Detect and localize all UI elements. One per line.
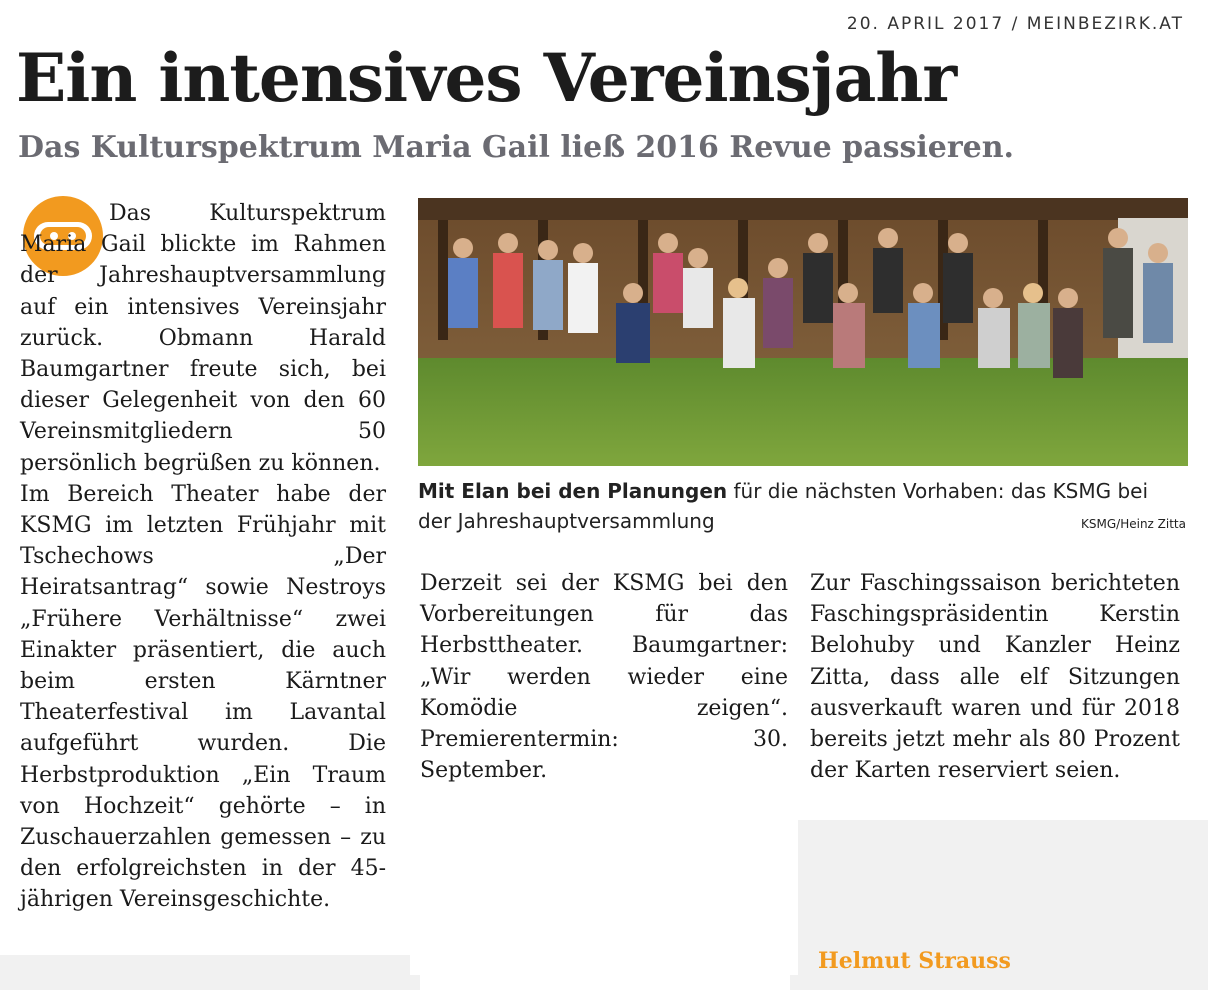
photo-caption — [418, 476, 1186, 536]
author-byline: Helmut Strauss — [818, 948, 1011, 974]
group-photo — [418, 198, 1188, 466]
subheadline: Das Kulturspektrum Maria Gail ließ 2016 Revue passieren. — [18, 130, 1014, 165]
fasching-paragraph: Zur Faschingssaison berichteten Faschingspräsidentin Kerstin Belohuby und Kanzler Heinz Zitta, dass alle elf Sitzungen ausverkauft waren und für 2018 bereits jetzt mehr als 80 Prozent der Karten reserviert seien. — [810, 571, 1180, 784]
herbsttheater-paragraph: Derzeit sei der KSMG bei den Vorbereitungen für das Herbsttheater. Baumgartner: „Wir werden wieder eine Komödie zeigen“. Premierentermin: 30. September. — [420, 571, 788, 784]
paper-shade — [0, 955, 420, 990]
article-column-3 — [810, 568, 1180, 786]
blank-area — [410, 760, 798, 975]
intro-paragraph: Das Kulturspektrum Maria Gail blickte im Rahmen der Jahreshauptversammlung auf ein intensives Vereinsjahr zurück. Obmann Harald Baumgartner freute sich, bei dieser Gelegenheit von den 60 Vereinsmitgliedern 50 persönlich begrüßen zu können. — [20, 201, 386, 476]
headline: Ein intensives Vereinsjahr — [16, 39, 957, 117]
caption-text: für die nächsten Vorhaben: das KSMG bei der Jahreshauptversammlung — [418, 479, 1149, 533]
photo-credit: KSMG/Heinz Zitta — [1081, 517, 1186, 531]
theater-paragraph: Im Bereich Theater habe der KSMG im letzten Frühjahr mit Tschechows „Der Heiratsantrag“ sowie Nestroys „Frühere Verhältnisse“ zwei Einakter präsentiert, die auch beim ersten Kärntner Theaterfestival im Lavantal aufgeführt wurden. Die Herbstproduktion „Ein Traum von Hochzeit“ gehörte – in Zuschauerzahlen gemessen – zu den erfolgreichsten in der 45-jährigen Vereinsgeschichte. — [20, 481, 386, 913]
article-column-1 — [20, 198, 386, 916]
dateline: 20. APRIL 2017 / MEINBEZIRK.AT — [846, 14, 1184, 34]
article-column-2 — [420, 568, 788, 786]
caption-lead: Mit Elan bei den Planungen — [418, 479, 728, 503]
